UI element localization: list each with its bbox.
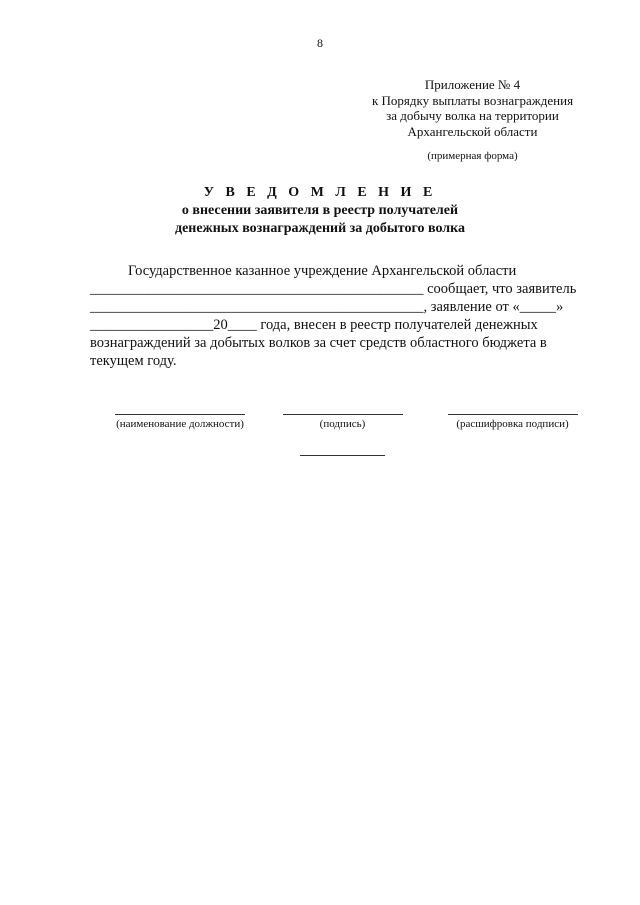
position-line: [115, 414, 245, 415]
page-number: 8: [317, 36, 323, 50]
body-line-2: ______________________________________________ сообщает, что заявитель: [90, 281, 577, 297]
title-line-3: денежных вознаграждений за добытого волка: [174, 221, 465, 236]
appendix-block: [350, 77, 595, 165]
appendix-line-4: Архангельской области: [407, 123, 538, 139]
body-line-5: вознаграждений за добытых волков за счет средств областного бюджета в: [90, 335, 547, 351]
signature-caption: (подпись): [319, 418, 366, 430]
document-heading: У В Е Д О М Л Е Н И Е: [203, 185, 437, 200]
appendix-line-3: за добычу волка на территории: [386, 108, 559, 123]
signature-line: [283, 414, 403, 415]
form-type-note: (примерная форма): [427, 150, 518, 162]
transcript-line: [448, 414, 578, 415]
body-line-6: текущем году.: [90, 353, 177, 369]
body-line-3: ______________________________________________, заявление от «_____»: [90, 299, 564, 315]
transcript-signature-field: [440, 414, 585, 430]
position-caption: (наименование должности): [116, 418, 244, 430]
closing-separator-line: [300, 455, 385, 456]
position-signature-field: [100, 414, 260, 430]
signature-field: [275, 414, 410, 430]
title-line-2: о внесении заявителя в реестр получателей: [181, 203, 459, 218]
title-block: [0, 184, 640, 238]
body-line-1: Государственное казанное учреждение Архангельской области: [128, 263, 517, 279]
appendix-line-1: Приложение № 4: [424, 77, 521, 92]
notification-body: [90, 262, 595, 370]
signature-block: [90, 414, 595, 444]
appendix-line-2: к Порядку выплаты вознаграждения: [371, 92, 574, 108]
body-line-4: _________________20____ года, внесен в реестр получателей денежных: [90, 317, 538, 333]
transcript-caption: (расшифровка подписи): [456, 418, 569, 430]
